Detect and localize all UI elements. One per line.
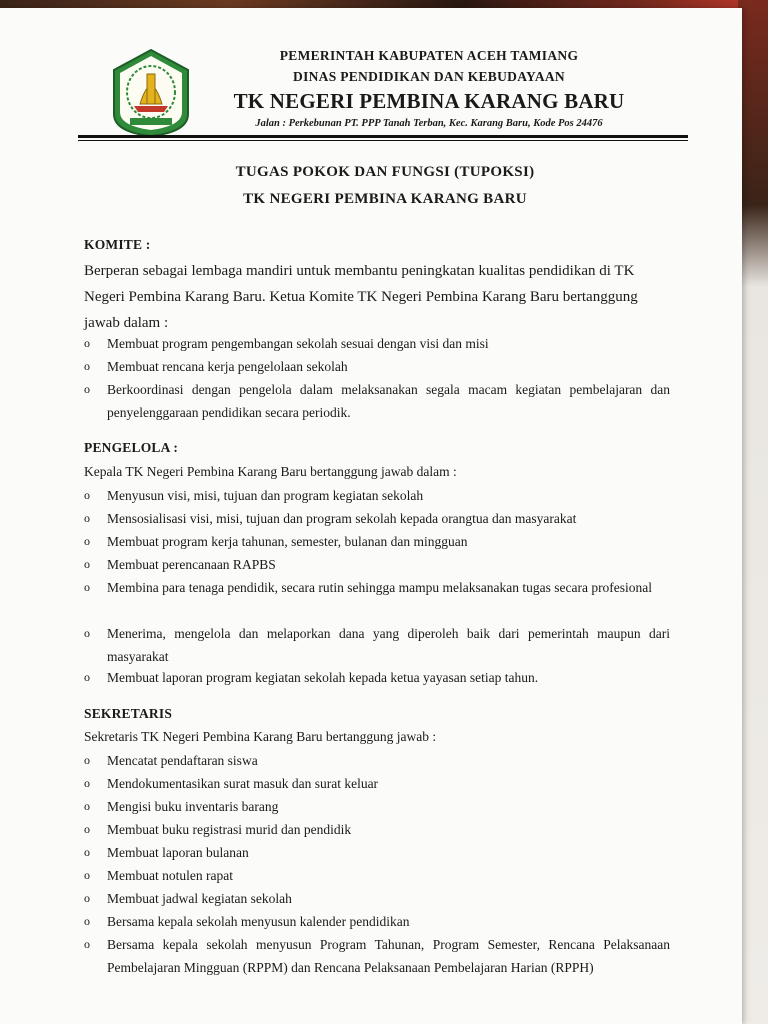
- list-item: o Berkoordinasi dengan pengelola dalam melaksanakan segala macam kegiatan pembelajaran dan penyelenggaraan pendidikan secara periodik.: [84, 378, 670, 424]
- list-item: o Bersama kepala sekolah menyusun kalender pendidikan: [84, 910, 670, 933]
- bullet-icon: o: [84, 534, 90, 548]
- aceh-tamiang-emblem-icon: [110, 48, 192, 138]
- list-item: o Membina para tenaga pendidik, secara rutin sehingga mampu melaksanakan tugas secara profesional: [84, 576, 670, 599]
- list-item: o Membuat rencana kerja pengelolaan sekolah: [84, 355, 670, 378]
- section-intro-pengelola: Kepala TK Negeri Pembina Karang Baru bertanggung jawab dalam :: [84, 464, 457, 479]
- bullet-icon: o: [84, 670, 90, 684]
- list-item: o Membuat program pengembangan sekolah sesuai dengan visi dan misi: [84, 332, 670, 355]
- list-item: o Mencatat pendaftaran siswa: [84, 749, 670, 772]
- section-intro-komite: Berperan sebagai lembaga mandiri untuk membantu peningkatan kualitas pendidikan di TK Negeri Pembina Karang Baru. Ketua Komite TK Negeri Pembina Karang Baru bertanggung jawab dalam :: [84, 263, 638, 331]
- bullet-icon: o: [84, 776, 90, 790]
- document-subtitle: TK NEGERI PEMBINA KARANG BARU: [243, 191, 527, 207]
- list-item: o Membuat notulen rapat: [84, 864, 670, 887]
- list-item: o Membuat program kerja tahunan, semester, bulanan dan mingguan: [84, 530, 670, 553]
- section-heading-pengelola: PENGELOLA :: [84, 440, 179, 455]
- bullet-icon: o: [84, 799, 90, 813]
- bullet-icon: o: [84, 845, 90, 859]
- letterhead-address: Jalan : Perkebunan PT. PPP Tanah Terban, Kec. Karang Baru, Kode Pos 24476: [255, 118, 603, 129]
- section-intro-sekretaris: Sekretaris TK Negeri Pembina Karang Baru bertanggung jawab :: [84, 729, 437, 744]
- bullet-icon: o: [84, 359, 90, 373]
- bullet-icon: o: [84, 580, 90, 594]
- letterhead-school-name: TK NEGERI PEMBINA KARANG BARU: [233, 89, 625, 113]
- list-item: o Bersama kepala sekolah menyusun Program Tahunan, Program Semester, Rencana Pelaksanaan Pembelajaran Mingguan (RPPM) dan Rencana Pelaksanaan Pembelajaran Harian (RPPH): [84, 933, 670, 979]
- bullet-icon: o: [84, 868, 90, 882]
- bullet-icon: o: [84, 382, 90, 396]
- letterhead-divider-thick: [78, 135, 688, 138]
- bullet-icon: o: [84, 822, 90, 836]
- bullet-icon: o: [84, 488, 90, 502]
- bullet-icon: o: [84, 914, 90, 928]
- letterhead-department: DINAS PENDIDIKAN DAN KEBUDAYAAN: [293, 69, 565, 84]
- list-item: o Mensosialisasi visi, misi, tujuan dan program sekolah kepada orangtua dan masyarakat: [84, 507, 670, 530]
- bullet-icon: o: [84, 511, 90, 525]
- bullet-icon: o: [84, 336, 90, 350]
- bullet-icon: o: [84, 753, 90, 767]
- list-item: o Menerima, mengelola dan melaporkan dana yang diperoleh baik dari pemerintah maupun dari masyarakat: [84, 622, 670, 668]
- bullet-icon: o: [84, 557, 90, 571]
- list-item: o Membuat laporan program kegiatan sekolah kepada ketua yayasan setiap tahun.: [84, 666, 670, 689]
- list-item: o Menyusun visi, misi, tujuan dan program kegiatan sekolah: [84, 484, 670, 507]
- bullet-icon: o: [84, 937, 90, 951]
- background-edge-right: [738, 0, 768, 1024]
- bullet-icon: o: [84, 626, 90, 640]
- bullet-icon: o: [84, 891, 90, 905]
- list-item: o Membuat jadwal kegiatan sekolah: [84, 887, 670, 910]
- section-heading-komite: KOMITE :: [84, 237, 151, 252]
- list-item: o Mengisi buku inventaris barang: [84, 795, 670, 818]
- letterhead-government: PEMERINTAH KABUPATEN ACEH TAMIANG: [279, 48, 579, 63]
- letterhead-divider-thin: [78, 140, 688, 141]
- list-item: o Mendokumentasikan surat masuk dan surat keluar: [84, 772, 670, 795]
- list-item: o Membuat laporan bulanan: [84, 841, 670, 864]
- list-item: o Membuat buku registrasi murid dan pendidik: [84, 818, 670, 841]
- document-title: TUGAS POKOK DAN FUNGSI (TUPOKSI): [235, 164, 535, 180]
- list-item: o Membuat perencanaan RAPBS: [84, 553, 670, 576]
- section-heading-sekretaris: SEKRETARIS: [84, 706, 173, 721]
